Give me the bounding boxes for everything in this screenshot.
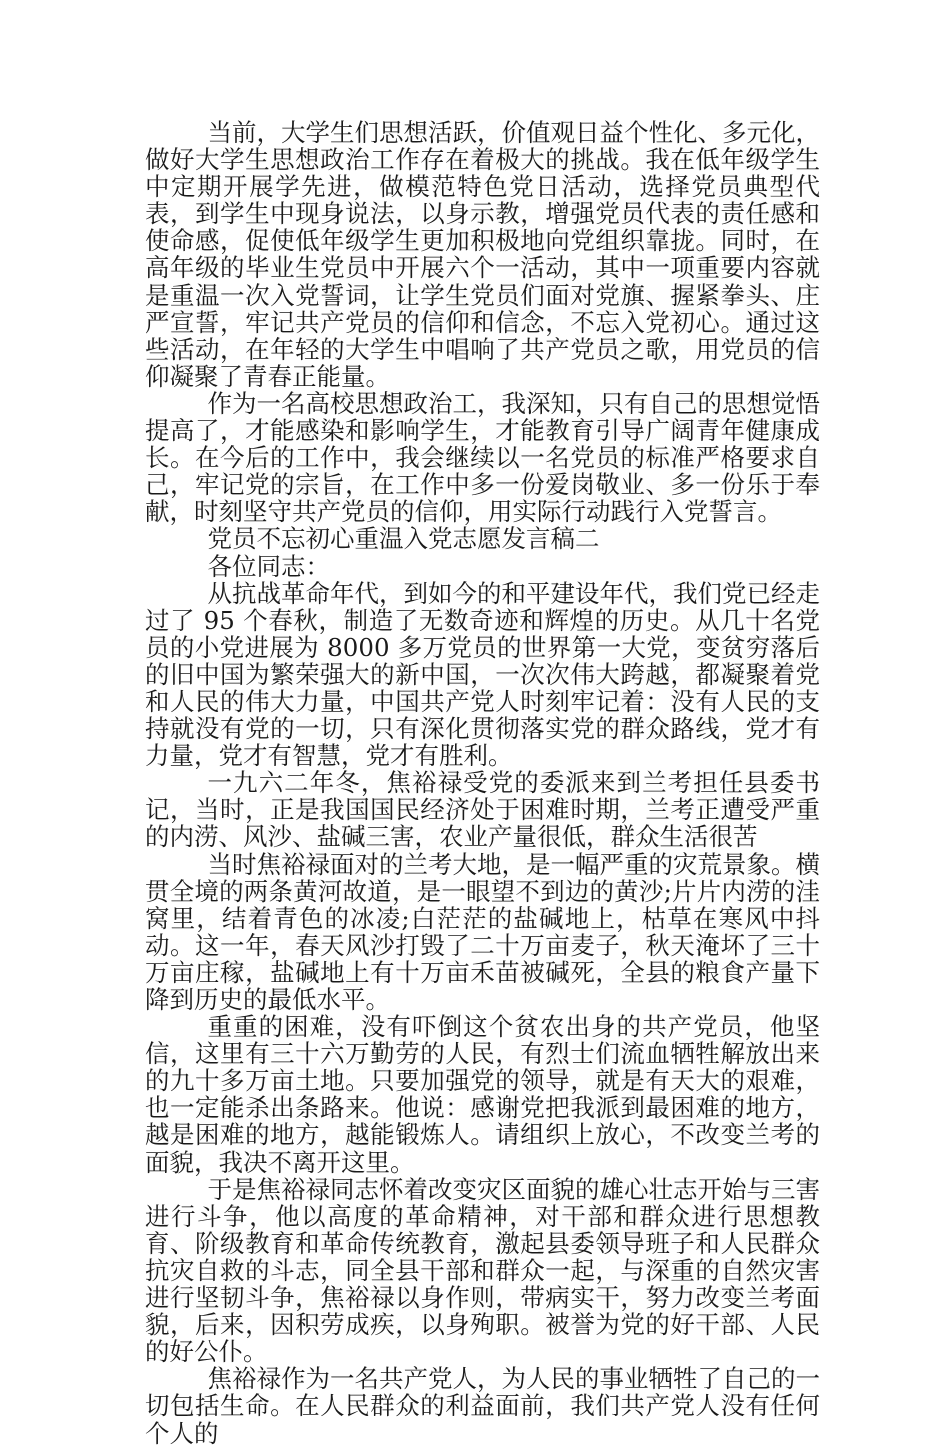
paragraph-sacrifice: 焦裕禄作为一名共产党人，为人民的事业牺牲了自己的一切包括生命。在人民群众的利益面前，我们共产党人没有任何个人的 bbox=[145, 1364, 820, 1448]
paragraph-struggle: 于是焦裕禄同志怀着改变灾区面貌的雄心壮志开始与三害进行斗争，他以高度的革命精神，对干部和群众进行思想教育、阶级教育和革命传统教育，激起县委领导班子和人民群众抗灾自救的斗志，同全县干部和群众一起，与深重的自然灾害进行坚韧斗争，焦裕禄以身作则，带病实干，努力改变兰考面貌，后来，因积劳成疾，以身殉职。被誉为党的好干部、人民的好公仆。 bbox=[145, 1174, 820, 1367]
paragraph-lankao-disaster: 当时焦裕禄面对的兰考大地，是一幅严重的灾荒景象。横贯全境的两条黄河故道，是一眼望不到边的黄沙;片片内涝的洼窝里，结着青色的冰凌;白茫茫的盐碱地上，枯草在寒风中抖动。这一年，春天风沙打毁了二十万亩麦子，秋天淹坏了三十万亩庄稼，盐碱地上有十万亩禾苗被碱死，全县的粮食产量下降到历史的最低水平。 bbox=[145, 849, 820, 1014]
document-page bbox=[145, 119, 820, 1447]
paragraph-party-history: 从抗战革命年代，到如今的和平建设年代，我们党已经走过了 95 个春秋，制造了无数奇迹和辉煌的历史。从几十名党员的小党进展为 8000 多万党员的世界第一大党，变贫穷落后的旧中国为繁荣强大的新中国，一次次伟大跨越，都凝聚着党和人民的伟大力量，中国共产党人时刻牢记着：没有人民的支持就没有党的一切，只有深化贯彻落实党的群众路线，党才有力量，党才有智慧，党才有胜利。 bbox=[145, 578, 820, 771]
paragraph-jiao-yulu-arrival: 一九六二年冬，焦裕禄受党的委派来到兰考担任县委书记，当时，正是我国国民经济处于困难时期，兰考正遭受严重的内涝、风沙、盐碱三害，农业产量很低，群众生活很苦 bbox=[145, 768, 820, 852]
salutation: 各位同志： bbox=[207, 551, 330, 581]
section-title: 党员不忘初心重温入党志愿发言稿二 bbox=[207, 524, 600, 554]
paragraph-student-work: 当前，大学生们思想活跃，价值观日益个性化、多元化，做好大学生思想政治工作存在着极大的挑战。我在低年级学生中定期开展学先进，做模范特色党日活动，选择党员典型代表，到学生中现身说法，以身示教，增强党员代表的责任感和使命感，促使低年级学生更加积极地向党组织靠拢。同时，在高年级的毕业生党员中开展六个一活动，其中一项重要内容就是重温一次入党誓词，让学生党员们面对党旗、握紧拳头、庄严宣誓，牢记共产党员的信仰和信念，不忘入党初心。通过这些活动，在年轻的大学生中唱响了共产党员之歌，用党员的信仰凝聚了青春正能量。 bbox=[145, 118, 820, 391]
paragraph-self-commitment: 作为一名高校思想政治工，我深知，只有自己的思想觉悟提高了，才能感染和影响学生，才能教育引导广阔青年健康成长。在今后的工作中，我会继续以一名党员的标准严格要求自己，牢记党的宗旨，在工作中多一份爱岗敬业、多一份乐于奉献，时刻坚守共产党员的信仰，用实际行动践行入党誓言。 bbox=[145, 388, 820, 527]
paragraph-jiao-yulu-resolve: 重重的困难，没有吓倒这个贫农出身的共产党员，他坚信，这里有三十六万勤劳的人民，有烈士们流血牺牲解放出来的九十多万亩土地。只要加强党的领导，就是有天大的艰难，也一定能杀出条路来。他说：感谢党把我派到最困难的地方，越是困难的地方，越能锻炼人。请组织上放心，不改变兰考的面貌，我决不离开这里。 bbox=[145, 1012, 820, 1177]
